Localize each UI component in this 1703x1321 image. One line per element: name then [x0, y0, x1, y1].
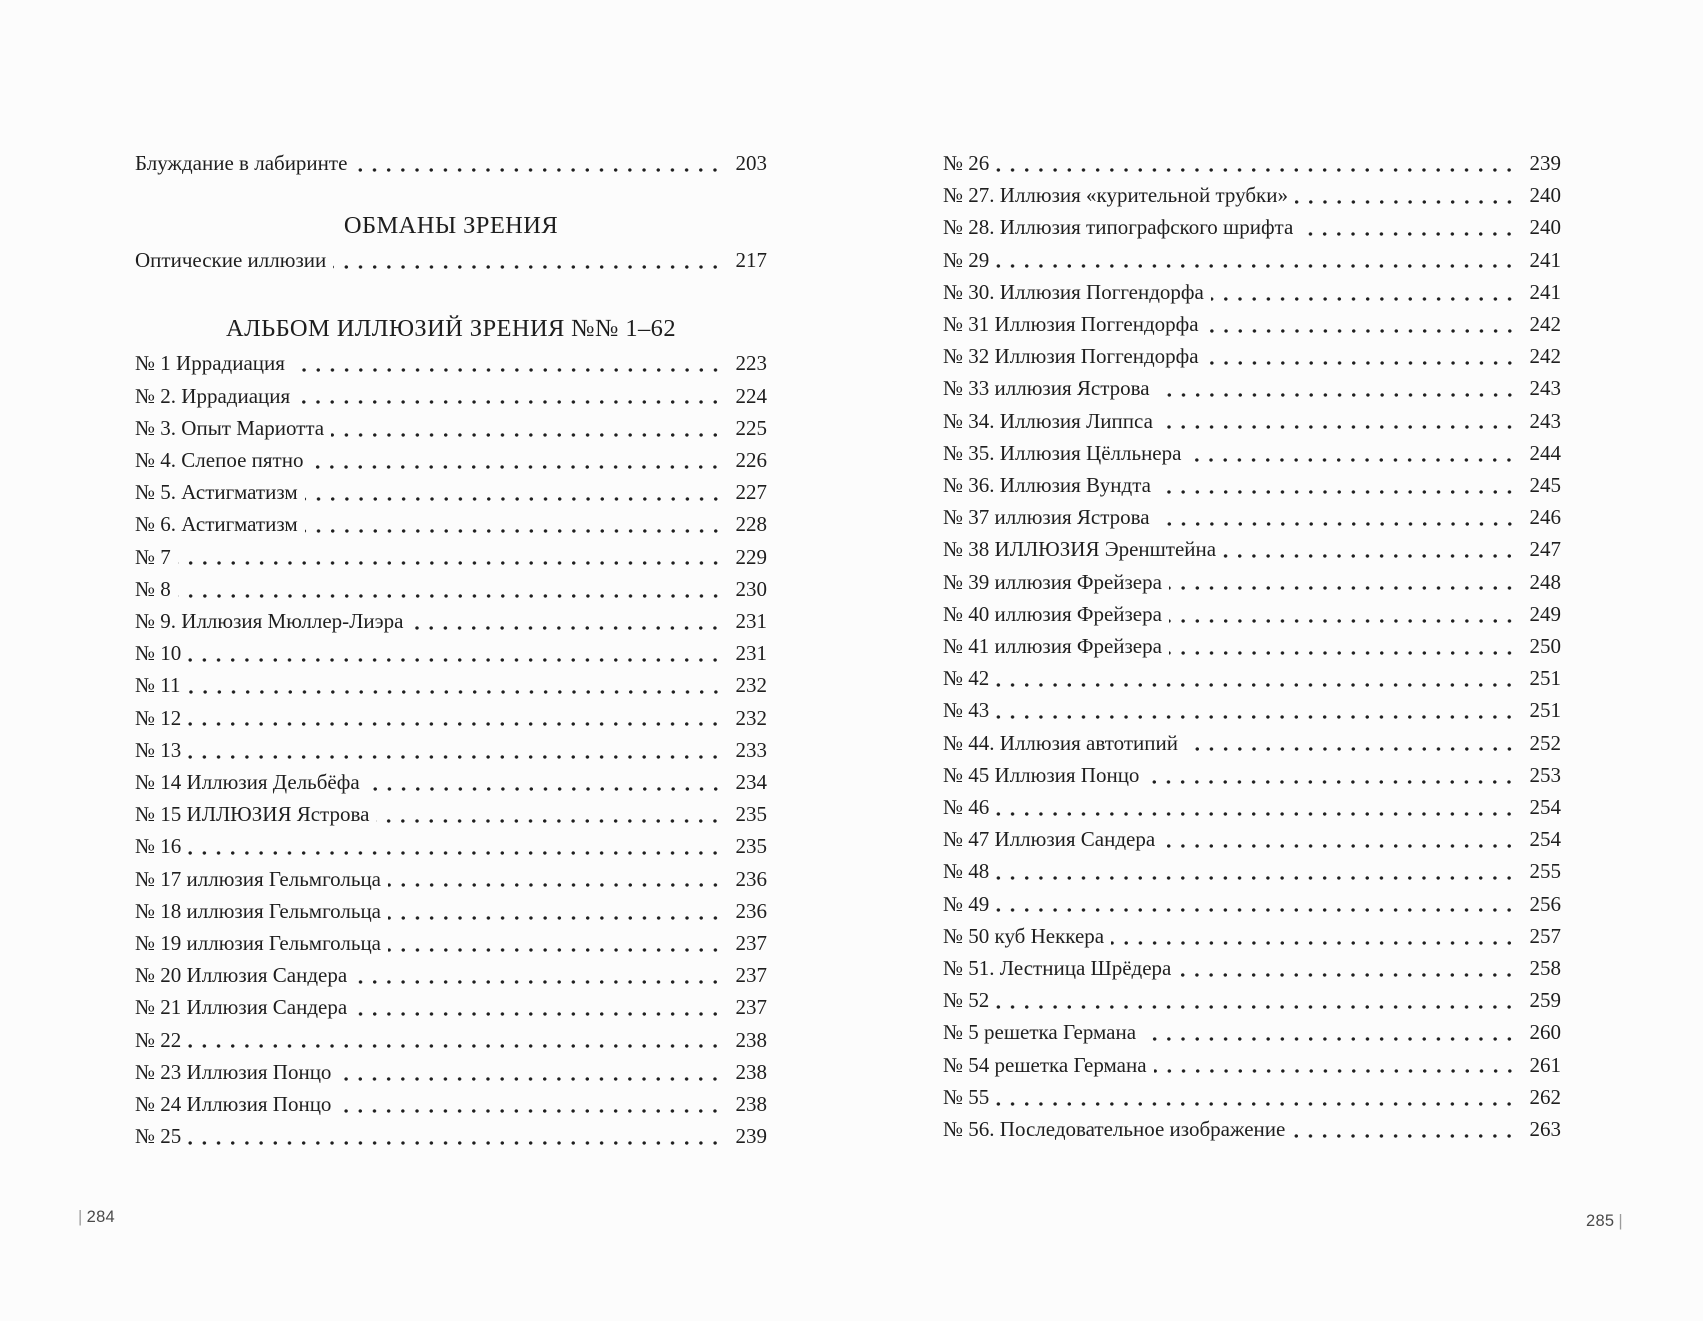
entry-page-number: 240	[1529, 183, 1561, 208]
toc-entry	[135, 830, 767, 862]
dot-leader	[292, 347, 725, 379]
entry-title: № 30. Иллюзия Поггендорфа	[943, 279, 1204, 304]
entry-page-number: 251	[1529, 698, 1561, 723]
footer-divider-bar: |	[78, 1208, 83, 1226]
entry-page-number: 241	[1529, 279, 1561, 304]
dot-leader	[1162, 823, 1518, 855]
entry-page-number: 239	[1529, 151, 1561, 175]
dot-leader	[354, 147, 724, 179]
dot-leader	[188, 637, 724, 669]
entry-title: № 23 Иллюзия Понцо	[135, 1059, 332, 1084]
entry-title: № 26	[943, 151, 990, 175]
entry-title: № 10	[135, 641, 182, 666]
entry-title: № 29	[943, 247, 990, 272]
entry-page-number: 252	[1529, 730, 1561, 755]
entry-page-number: 235	[735, 802, 767, 827]
dot-leader	[188, 702, 724, 734]
toc-entry	[943, 1016, 1561, 1048]
entry-title: № 25	[135, 1124, 182, 1149]
entry-title: № 49	[943, 891, 990, 916]
toc-entry	[943, 791, 1561, 823]
entry-page-number: 238	[735, 1059, 767, 1084]
entry-page-number: 231	[735, 609, 767, 634]
toc-entry	[135, 1056, 767, 1088]
entry-page-number: 228	[735, 512, 767, 537]
toc-entry	[943, 598, 1561, 630]
entry-title: № 38 ИЛЛЮЗИЯ Эренштейна	[943, 537, 1217, 562]
dot-leader	[996, 888, 1518, 920]
entry-title: № 51. Лестница Шрёдера	[943, 956, 1172, 981]
dot-leader	[338, 1088, 724, 1120]
toc-entry	[135, 1120, 767, 1152]
dot-leader	[188, 830, 724, 862]
entry-page-number: 223	[735, 351, 767, 376]
footer-divider-bar: |	[1618, 1212, 1623, 1230]
toc-entry	[135, 380, 767, 412]
entry-title: № 45 Иллюзия Понцо	[943, 762, 1140, 787]
entry-title: № 33 иллюзия Ястрова	[943, 376, 1150, 401]
entry-page-number: 251	[1529, 666, 1561, 691]
toc-entry	[135, 347, 767, 379]
entry-page-number: 243	[1529, 376, 1561, 401]
entry-page-number: 255	[1529, 859, 1561, 884]
entry-page-number: 254	[1529, 795, 1561, 820]
entry-page-number: 236	[735, 866, 767, 891]
toc-entry	[943, 920, 1561, 952]
entry-title: № 14 Иллюзия Дельбёфа	[135, 770, 360, 795]
dot-leader	[996, 662, 1518, 694]
toc-entry	[943, 469, 1561, 501]
entry-title: № 17 иллюзия Гельмгольца	[135, 866, 382, 891]
entry-title: № 22	[135, 1027, 182, 1052]
entry-page-number: 239	[735, 1124, 767, 1149]
dot-leader	[1143, 1016, 1518, 1048]
entry-title: № 36. Иллюзия Вундта	[943, 473, 1151, 498]
toc-entry	[135, 637, 767, 669]
dot-leader	[310, 444, 724, 476]
toc-entry	[943, 630, 1561, 662]
entry-page-number: 230	[735, 576, 767, 601]
dot-leader	[188, 1024, 724, 1056]
dot-leader	[1169, 566, 1519, 598]
toc-entry	[135, 541, 767, 573]
dot-leader	[188, 734, 724, 766]
section-heading: ОБМАНЫ ЗРЕНИЯ	[343, 212, 559, 240]
entry-page-number: 229	[735, 544, 767, 569]
toc-entry	[135, 927, 767, 959]
dot-leader	[331, 412, 724, 444]
toc-entry	[135, 412, 767, 444]
entry-title: № 7	[135, 544, 171, 569]
section-heading: АЛЬБОМ ИЛЛЮЗИЙ ЗРЕНИЯ №№ 1–62	[226, 315, 676, 343]
dot-leader	[1111, 920, 1518, 952]
entry-page-number: 237	[735, 995, 767, 1020]
entry-page-number: 231	[735, 641, 767, 666]
entry-title: № 1 Иррадиация	[135, 351, 285, 376]
toc-entry	[943, 952, 1561, 984]
entry-page-number: 263	[1529, 1117, 1561, 1142]
toc-entry	[943, 566, 1561, 598]
entry-title: № 15 ИЛЛЮЗИЯ Ястрова	[135, 802, 370, 827]
toc-entry	[135, 1088, 767, 1120]
entry-title: № 16	[135, 834, 182, 859]
toc-entry	[135, 959, 767, 991]
toc-entry	[135, 605, 767, 637]
dot-leader	[305, 476, 725, 508]
toc-entry	[943, 276, 1561, 308]
entry-page-number: 217	[735, 248, 767, 273]
entry-title: № 46	[943, 795, 990, 820]
footer-page-number: 284	[86, 1208, 116, 1226]
toc-entry	[135, 508, 767, 540]
entry-title: № 20 Иллюзия Сандера	[135, 963, 348, 988]
toc-entry	[943, 179, 1561, 211]
entry-title: № 56. Последовательное изображение	[943, 1117, 1286, 1142]
dot-leader	[996, 984, 1518, 1016]
entry-title: № 50 куб Неккера	[943, 923, 1105, 948]
dot-leader	[996, 1081, 1518, 1113]
toc-entry	[135, 1024, 767, 1056]
dot-leader	[1157, 372, 1519, 404]
toc-entry	[943, 1049, 1561, 1081]
entry-title: № 40 иллюзия Фрейзера	[943, 601, 1162, 626]
toc-left-page-column	[135, 147, 767, 1152]
entry-title: № 6. Астигматизм	[135, 512, 298, 537]
entry-title: № 35. Иллюзия Цёлльнера	[943, 440, 1182, 465]
toc-entry	[943, 340, 1561, 372]
entry-title: № 47 Иллюзия Сандера	[943, 827, 1156, 852]
entry-page-number: 244	[1529, 440, 1561, 465]
toc-entry	[943, 662, 1561, 694]
dot-leader	[1206, 308, 1519, 340]
dot-leader	[188, 669, 725, 701]
entry-title: Оптические иллюзии	[135, 248, 327, 273]
entry-title: № 28. Иллюзия типографского шрифта	[943, 215, 1294, 240]
toc-entry	[943, 727, 1561, 759]
dot-leader	[1178, 952, 1518, 984]
entry-title: № 31 Иллюзия Поггендорфа	[943, 312, 1199, 337]
entry-title: № 32 Иллюзия Поггендорфа	[943, 344, 1199, 369]
dot-leader	[1158, 469, 1519, 501]
entry-page-number: 245	[1529, 473, 1561, 498]
entry-page-number: 249	[1529, 601, 1561, 626]
entry-page-number: 232	[735, 705, 767, 730]
entry-title: № 55	[943, 1084, 990, 1109]
left-page-footer	[74, 1207, 115, 1227]
toc-entry	[135, 244, 767, 276]
entry-title: № 2. Иррадиация	[135, 383, 291, 408]
toc-entry	[943, 533, 1561, 565]
dot-leader	[996, 244, 1518, 276]
dot-leader	[1160, 405, 1519, 437]
toc-entry	[943, 308, 1561, 340]
entry-title: № 48	[943, 859, 990, 884]
dot-leader	[996, 694, 1518, 726]
entry-title: № 3. Опыт Мариотта	[135, 415, 325, 440]
dot-leader	[1169, 598, 1519, 630]
entry-title: № 5. Астигматизм	[135, 480, 298, 505]
entry-page-number: 256	[1529, 891, 1561, 916]
dot-leader	[1300, 211, 1518, 243]
toc-entry	[943, 694, 1561, 726]
dot-leader	[996, 855, 1518, 887]
toc-entry	[943, 372, 1561, 404]
entry-title: Блуждание в лабиринте	[135, 151, 348, 175]
dot-leader	[354, 959, 724, 991]
toc-right-page-column	[943, 147, 1561, 1145]
entry-title: № 4. Слепое пятно	[135, 448, 304, 473]
entry-page-number: 203	[735, 151, 767, 175]
dot-leader	[1157, 501, 1519, 533]
dot-leader	[1223, 533, 1518, 565]
toc-entry	[943, 501, 1561, 533]
dot-leader	[376, 798, 724, 830]
toc-entry	[943, 984, 1561, 1016]
entry-title: № 24 Иллюзия Понцо	[135, 1092, 332, 1117]
toc-entry	[135, 895, 767, 927]
dot-leader	[1146, 759, 1518, 791]
entry-page-number: 246	[1529, 505, 1561, 530]
entry-page-number: 262	[1529, 1084, 1561, 1109]
entry-title: № 27. Иллюзия «курительной трубки»	[943, 183, 1288, 208]
entry-title: № 39 иллюзия Фрейзера	[943, 569, 1162, 594]
toc-entry	[943, 437, 1561, 469]
toc-entry	[943, 147, 1561, 179]
entry-page-number: 247	[1529, 537, 1561, 562]
entry-page-number: 234	[735, 770, 767, 795]
dot-leader	[297, 380, 724, 412]
entry-page-number: 224	[735, 383, 767, 408]
dot-leader	[996, 791, 1518, 823]
entry-title: № 9. Иллюзия Мюллер-Лиэра	[135, 609, 404, 634]
toc-entry	[135, 669, 767, 701]
dot-leader	[1154, 1049, 1519, 1081]
entry-title: № 18 иллюзия Гельмгольца	[135, 898, 382, 923]
toc-entry	[135, 798, 767, 830]
dot-leader	[188, 1120, 724, 1152]
entry-page-number: 258	[1529, 956, 1561, 981]
toc-entry	[135, 991, 767, 1023]
entry-page-number: 250	[1529, 634, 1561, 659]
dot-leader	[338, 1056, 724, 1088]
toc-entry	[943, 855, 1561, 887]
dot-leader	[1185, 727, 1518, 759]
dot-leader	[1295, 179, 1519, 211]
toc-entry	[943, 759, 1561, 791]
toc-entry	[135, 444, 767, 476]
dot-leader	[1292, 1113, 1518, 1145]
toc-entry	[135, 573, 767, 605]
dot-leader	[410, 605, 724, 637]
toc-entry	[135, 476, 767, 508]
dot-leader	[354, 991, 724, 1023]
entry-page-number: 254	[1529, 827, 1561, 852]
entry-page-number: 257	[1529, 923, 1561, 948]
toc-entry	[135, 734, 767, 766]
dot-leader	[388, 927, 724, 959]
toc-entry	[943, 1113, 1561, 1145]
footer-page-number: 285	[1585, 1212, 1615, 1230]
entry-title: № 54 решетка Германа	[943, 1052, 1147, 1077]
entry-page-number: 248	[1529, 569, 1561, 594]
entry-page-number: 238	[735, 1027, 767, 1052]
entry-title: № 37 иллюзия Ястрова	[943, 505, 1150, 530]
entry-title: № 42	[943, 666, 990, 691]
entry-title: № 19 иллюзия Гельмгольца	[135, 931, 382, 956]
toc-entry	[943, 244, 1561, 276]
right-page-footer	[1586, 1211, 1627, 1231]
entry-page-number: 243	[1529, 408, 1561, 433]
toc-entry	[135, 863, 767, 895]
dot-leader	[367, 766, 725, 798]
entry-page-number: 237	[735, 963, 767, 988]
entry-page-number: 259	[1529, 988, 1561, 1013]
entry-page-number: 233	[735, 737, 767, 762]
entry-title: № 44. Иллюзия автотипий	[943, 730, 1179, 755]
dot-leader	[388, 895, 724, 927]
dot-leader	[305, 508, 725, 540]
toc-entry	[135, 766, 767, 798]
dot-leader	[1211, 276, 1519, 308]
toc-entry	[135, 702, 767, 734]
entry-title: № 34. Иллюзия Липпса	[943, 408, 1153, 433]
toc-entry	[135, 147, 767, 179]
entry-page-number: 235	[735, 834, 767, 859]
dot-leader	[333, 244, 724, 276]
entry-page-number: 236	[735, 898, 767, 923]
entry-page-number: 253	[1529, 762, 1561, 787]
toc-entry	[943, 405, 1561, 437]
entry-page-number: 237	[735, 931, 767, 956]
entry-page-number: 260	[1529, 1020, 1561, 1045]
entry-page-number: 240	[1529, 215, 1561, 240]
entry-page-number: 227	[735, 480, 767, 505]
entry-title: № 13	[135, 737, 182, 762]
toc-entry	[943, 211, 1561, 243]
entry-title: № 12	[135, 705, 182, 730]
dot-leader	[1169, 630, 1519, 662]
dot-leader	[996, 147, 1518, 179]
entry-page-number: 242	[1529, 344, 1561, 369]
dot-leader	[1188, 437, 1518, 469]
entry-title: № 11	[135, 673, 181, 698]
entry-page-number: 225	[735, 415, 767, 440]
entry-title: № 5 решетка Германа	[943, 1020, 1137, 1045]
entry-page-number: 238	[735, 1092, 767, 1117]
toc-entry	[943, 823, 1561, 855]
entry-title: № 8	[135, 576, 171, 601]
toc-entry	[943, 888, 1561, 920]
dot-leader	[178, 541, 725, 573]
dot-leader	[388, 863, 724, 895]
toc-entry	[943, 1081, 1561, 1113]
entry-title: № 43	[943, 698, 990, 723]
entry-page-number: 241	[1529, 247, 1561, 272]
dot-leader	[1206, 340, 1519, 372]
entry-page-number: 232	[735, 673, 767, 698]
dot-leader	[178, 573, 725, 605]
entry-page-number: 226	[735, 448, 767, 473]
entry-page-number: 242	[1529, 312, 1561, 337]
entry-page-number: 261	[1529, 1052, 1561, 1077]
entry-title: № 41 иллюзия Фрейзера	[943, 634, 1162, 659]
entry-title: № 52	[943, 988, 990, 1013]
entry-title: № 21 Иллюзия Сандера	[135, 995, 348, 1020]
